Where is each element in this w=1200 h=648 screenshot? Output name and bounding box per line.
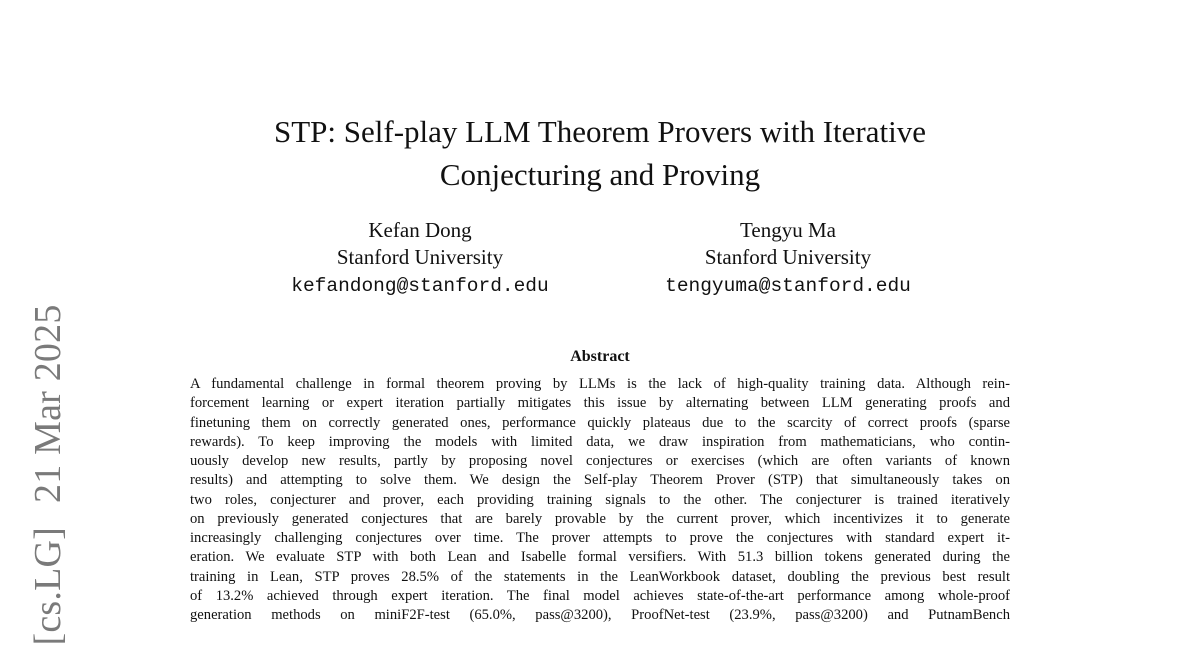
author-block-1 — [260, 217, 580, 301]
abstract-line: two roles, conjecturer and prover, each providing training signals to the other. The conjecturer is trained iteratively — [190, 491, 1010, 508]
author-name: Tengyu Ma — [740, 218, 836, 242]
abstract-line: forcement learning or expert iteration partially mitigates this issue by alternating between LLM generating proofs and — [190, 395, 1010, 412]
author-block-2 — [628, 217, 948, 301]
abstract-line: of 13.2% achieved through expert iteration. The final model achieves state-of-the-art performance among whole-proof — [190, 587, 1010, 604]
abstract-line: on previously generated conjectures that are barely provable by the current prover, which incentivizes it to generate — [190, 510, 1010, 527]
author-name: Kefan Dong — [368, 218, 472, 242]
abstract-line: finetuning them on correctly generated ones, performance quickly plateaus due to the scarcity of correct proofs (sparse — [190, 414, 1010, 431]
abstract-line: increasingly challenging conjectures over time. The prover attempts to prove the conjectures with standard expert it- — [190, 530, 1010, 546]
abstract-body — [190, 375, 1010, 625]
abstract-line: generation methods on miniF2F-test (65.0%, pass@3200), ProofNet-test (23.9%, pass@3200) and PutnamBench — [190, 607, 1010, 623]
arxiv-category: [cs.LG] — [27, 526, 69, 646]
abstract-line: A fundamental challenge in formal theorem proving by LLMs is the lack of high-quality training data. Although rein- — [190, 376, 1010, 392]
abstract-line: results) and attempting to solve them. We design the Self-play Theorem Prover (STP) that simultaneously takes on — [190, 472, 1010, 489]
paper-title-line-1: STP: Self-play LLM Theorem Provers with Iterative — [273, 114, 926, 149]
author-affiliation: Stanford University — [336, 245, 504, 269]
abstract-line: rewards). To keep improving the models with limited data, we draw inspiration from mathematicians, who contin- — [190, 433, 1010, 450]
author-email: kefandong@stanford.edu — [291, 275, 549, 297]
abstract-line: training in Lean, STP proves 28.5% of the statements in the LeanWorkbook dataset, doubling the previous best result — [190, 568, 1010, 585]
paper-title — [0, 110, 1200, 196]
author-email: tengyuma@stanford.edu — [665, 275, 911, 297]
author-affiliation: Stanford University — [704, 245, 872, 269]
arxiv-date: 21 Mar 2025 — [27, 304, 69, 503]
abstract-line: eration. We evaluate STP with both Lean and Isabelle formal versifiers. With 51.3 billion tokens generated during the — [190, 549, 1010, 566]
abstract-heading: Abstract — [570, 348, 630, 365]
paper-title-line-2: Conjecturing and Proving — [439, 157, 761, 192]
abstract-line: uously develop new results, partly by proposing novel conjectures or exercises (which are often variants of known — [190, 453, 1010, 469]
